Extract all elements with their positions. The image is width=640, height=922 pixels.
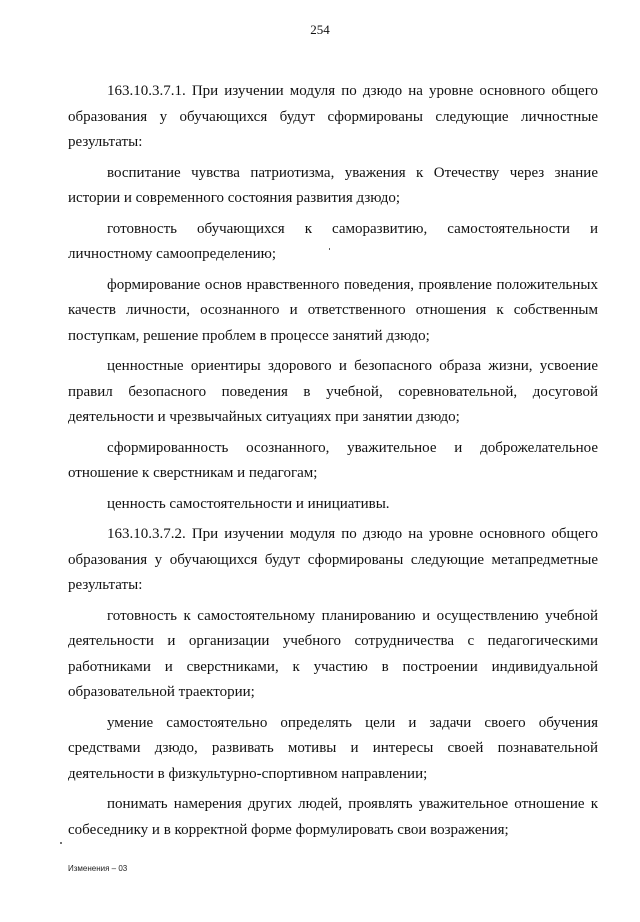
page-number: 254 [310, 22, 330, 37]
paragraph-3: готовность обучающихся к саморазвитию, самостоятельности и личностному самоопределению; [68, 220, 598, 262]
paragraph-11: понимать намерения других людей, проявлять уважительное отношение к собеседнику и в корректной форме формулировать свои возражения; [68, 796, 598, 838]
paragraph-2: воспитание чувства патриотизма, уважения к Отечеству через знание истории и современного состояния развития дзюдо; [68, 164, 598, 206]
paragraph-8: 163.10.3.7.2. При изучении модуля по дзюдо на уровне основного общего образования у обучающихся будут сформированы следующие метапредметные результаты: [68, 526, 598, 593]
document-body [68, 79, 598, 848]
paragraph-4: формирование основ нравственного поведения, проявление положительных качеств личности, осознанного и ответственного отношения к собственным поступкам, решение проблем в процессе занятий дзюдо; [68, 276, 598, 344]
paragraph-7: ценность самостоятельности и инициативы. [107, 495, 390, 512]
paragraph-6: сформированность осознанного, уважительное и доброжелательное отношение к сверстникам и педагогам; [68, 439, 598, 481]
page-footer: Изменения – 03 [68, 864, 128, 873]
paragraph-1: 163.10.3.7.1. При изучении модуля по дзюдо на уровне основного общего образования у обучающихся будут сформированы следующие личностные результаты: [68, 83, 598, 150]
paragraph-9: готовность к самостоятельному планированию и осуществлению учебной деятельности и организации учебного сотрудничества с педагогическими работниками и сверстниками, к участию в построении индивидуальной образовательной траектории; [68, 607, 598, 700]
scan-speck [60, 842, 62, 844]
paragraph-10: умение самостоятельно определять цели и задачи своего обучения средствами дзюдо, развивать мотивы и интересы своей познавательной деятельности в физкультурно-спортивном направлении; [68, 714, 598, 782]
paragraph-5: ценностные ориентиры здорового и безопасного образа жизни, усвоение правил безопасного поведения в учебной, соревновательной, досуговой деятельности и чрезвычайных ситуациях при занятии дзюдо; [68, 358, 598, 425]
scan-speck [329, 248, 330, 250]
